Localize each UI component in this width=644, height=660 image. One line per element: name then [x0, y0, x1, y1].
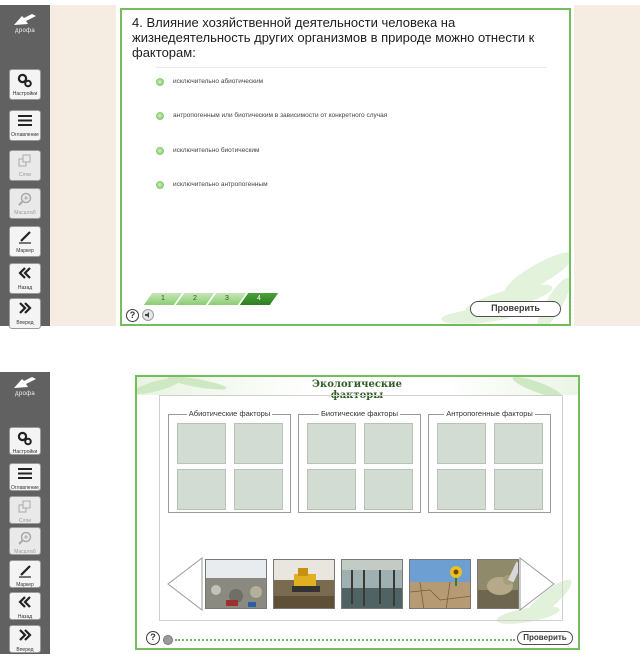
flooded-forest-photo[interactable]: [341, 559, 403, 609]
drop-cell[interactable]: [307, 469, 356, 510]
answer-label: исключительно абиотическим: [173, 78, 264, 85]
quiz-slide: [120, 8, 571, 326]
back-button[interactable]: [9, 263, 41, 294]
sound-icon[interactable]: [142, 309, 154, 321]
help-icon[interactable]: ?: [146, 631, 160, 645]
logo-text: дрофа: [15, 391, 35, 397]
group-label: [169, 409, 290, 418]
answer-option[interactable]: [156, 145, 259, 159]
drop-cell[interactable]: [364, 423, 413, 464]
answer-option[interactable]: [156, 179, 268, 193]
double-chevron-right-icon: [10, 299, 40, 319]
anthropogenic-label: Антропогенные факторы: [446, 409, 533, 418]
answer-label: антропогенным или биотическим в зависимости от конкретного случая: [173, 112, 388, 119]
drop-cell[interactable]: [234, 423, 283, 464]
drop-cell[interactable]: [364, 469, 413, 510]
layers-button[interactable]: [9, 496, 41, 524]
drop-cell[interactable]: [234, 469, 283, 510]
step-label: 4: [257, 295, 261, 302]
gear-icon: [10, 70, 40, 90]
settings-button[interactable]: [9, 69, 41, 100]
dotted-line: [175, 639, 515, 641]
double-chevron-left-icon: [10, 264, 40, 284]
back-button[interactable]: [9, 592, 41, 620]
contents-button[interactable]: [9, 110, 41, 141]
slide-header: [137, 377, 580, 401]
answer-label: исключительно антропогенным: [173, 181, 268, 188]
sound-icon[interactable]: [163, 635, 173, 645]
marker-button[interactable]: [9, 226, 41, 257]
landfill-photo[interactable]: [205, 559, 267, 609]
gear-icon: [10, 428, 40, 448]
marker-button[interactable]: [9, 560, 41, 588]
contents-label: Оглавление: [11, 132, 39, 138]
step-label: 2: [193, 295, 197, 302]
double-chevron-left-icon: [10, 593, 40, 613]
radio-button[interactable]: [156, 78, 164, 86]
marker-label: Маркер: [16, 582, 34, 588]
contents-label: Оглавление: [11, 485, 39, 491]
radio-button[interactable]: [156, 147, 164, 155]
drofa-logo: [5, 376, 45, 397]
check-button[interactable]: Проверить: [470, 301, 561, 317]
layers-icon: [10, 497, 40, 517]
marker-label: Маркер: [16, 248, 34, 254]
drought-sunflower-photo[interactable]: [409, 559, 471, 609]
zoom-label: Масштаб: [14, 549, 36, 555]
layers-label: Слои: [18, 518, 32, 524]
answer-label: исключительно биотическим: [173, 147, 260, 154]
right-beige-panel-top: [574, 5, 640, 326]
double-chevron-right-icon: [10, 626, 40, 646]
forward-label: Вперед: [16, 647, 34, 653]
group-label: [429, 409, 550, 418]
answer-option[interactable]: [156, 76, 263, 90]
dotted-line: [569, 290, 571, 326]
magnifier-icon: [10, 528, 40, 548]
logo-text: дрофа: [15, 28, 35, 34]
back-label: Назад: [17, 285, 33, 291]
settings-label: Настройки: [12, 91, 38, 97]
abiotic-group: [168, 409, 291, 513]
bulldozer-photo[interactable]: [273, 559, 335, 609]
anthropogenic-group: [428, 409, 551, 513]
image-carousel: [167, 557, 555, 611]
group-label: [299, 409, 420, 418]
settings-label: Настройки: [12, 449, 38, 455]
zoom-button[interactable]: [9, 188, 41, 219]
layers-label: Слои: [18, 172, 32, 178]
layers-icon: [10, 151, 40, 171]
drofa-logo: [5, 13, 45, 34]
answer-option[interactable]: [156, 110, 387, 124]
dotted-line: [440, 324, 571, 326]
check-button[interactable]: Проверить: [517, 631, 573, 645]
drop-cell[interactable]: [494, 469, 543, 510]
drop-cell[interactable]: [494, 423, 543, 464]
drop-cell[interactable]: [437, 469, 486, 510]
biotic-group: [298, 409, 421, 513]
slide-title: Экологические факторы: [312, 379, 402, 401]
biotic-label: Биотические факторы: [320, 409, 399, 418]
divider: [156, 67, 546, 68]
carousel-right-arrow[interactable]: [519, 557, 555, 611]
layers-button[interactable]: [9, 150, 41, 181]
help-icon[interactable]: ?: [126, 309, 139, 322]
abiotic-label: Абиотические факторы: [188, 409, 271, 418]
marker-icon: [10, 561, 40, 581]
drop-cell[interactable]: [177, 469, 226, 510]
step-label: 3: [225, 295, 229, 302]
marker-icon: [10, 227, 40, 247]
step-label: 1: [161, 295, 165, 302]
carousel-left-arrow[interactable]: [167, 557, 203, 611]
back-label: Назад: [17, 614, 33, 620]
radio-button[interactable]: [156, 112, 164, 120]
forward-label: Вперед: [16, 320, 34, 326]
zoom-label: Масштаб: [14, 210, 36, 216]
zoom-button[interactable]: [9, 527, 41, 555]
animal-photo[interactable]: [477, 559, 519, 609]
magnifier-icon: [10, 189, 40, 209]
sidebar-top: [0, 5, 50, 326]
radio-button[interactable]: [156, 181, 164, 189]
drop-cell[interactable]: [177, 423, 226, 464]
list-icon: [10, 111, 40, 131]
contents-button[interactable]: [9, 463, 41, 491]
list-icon: [10, 464, 40, 484]
settings-button[interactable]: [9, 427, 41, 455]
sidebar-bottom: [0, 372, 50, 654]
question-text: 4. Влияние хозяйственной деятельности человека на жизнедеятельность других организмов в природе можно отнести к факторам:: [132, 15, 535, 60]
step-4[interactable]: [240, 293, 278, 305]
eco-factors-slide: [135, 375, 580, 650]
forward-button[interactable]: [9, 298, 41, 329]
drop-cell[interactable]: [437, 423, 486, 464]
left-beige-panel-top: [50, 5, 116, 326]
forward-button[interactable]: [9, 625, 41, 653]
drop-cell[interactable]: [307, 423, 356, 464]
